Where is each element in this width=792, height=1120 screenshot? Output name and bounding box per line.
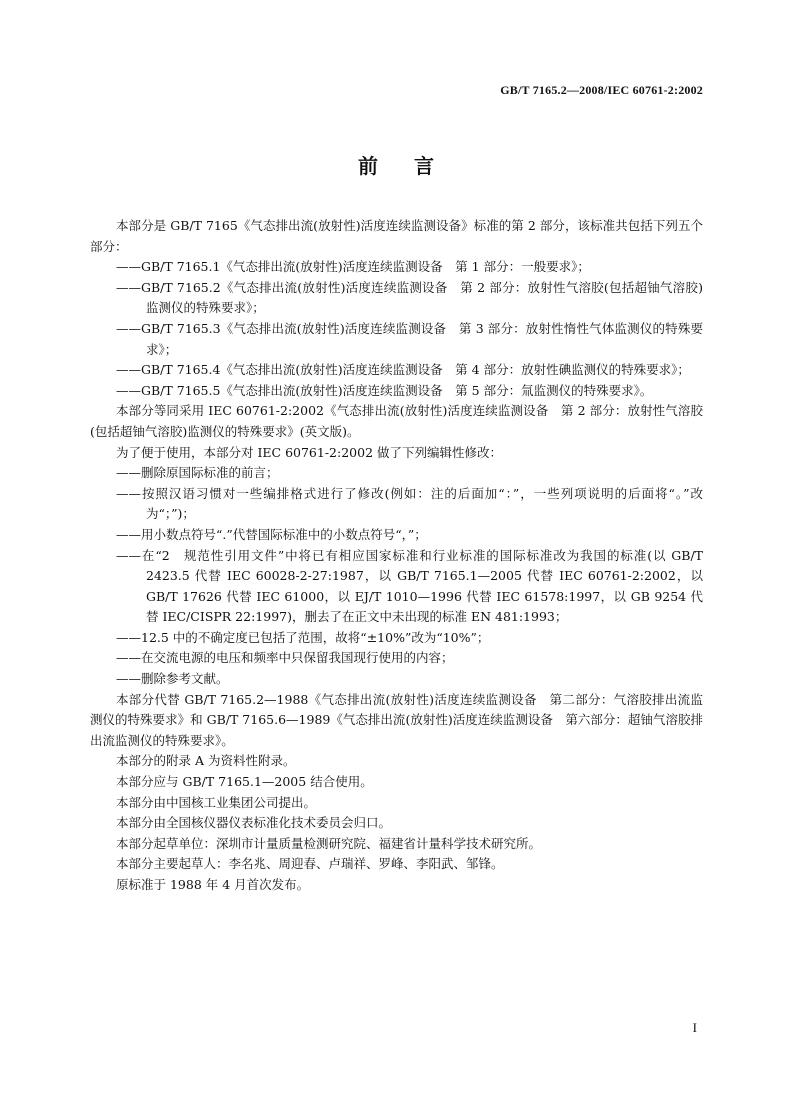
list-item: ——删除参考文献。 bbox=[116, 671, 229, 687]
list-item: ——GB/T 7165.1《气态排出流(放射性)活度连续监测设备 第 1 部分：一般要求》； bbox=[116, 259, 590, 275]
list-item: ——GB/T 7165.5《气态排出流(放射性)活度连续监测设备 第 5 部分：氚监测仪的特殊要求》。 bbox=[116, 382, 653, 398]
list-item: ——在“2 规范性引用文件”中将已有相应国家标准和行业标准的国际标准改为我国的标准(以 GB/T 2423.5 代替 IEC 60028-2-27:1987，以 GB/T 7165.1—2005 代替 IEC 60761-2:2002，以 GB/T 17626 代替 IEC 61000，以 EJ/T 1010—1996 代替 IEC 61578:1997，以 GB 9254 代替 IEC/CISPR 22:1997)，删去了在正文中未出现的标准 EN 481:1993； bbox=[116, 547, 703, 625]
list-item: ——用小数点符号“.”代替国际标准中的小数点符号“，”； bbox=[116, 526, 427, 542]
paragraph: 本部分代替 GB/T 7165.2—1988《气态排出流(放射性)活度连续监测设备 第二部分：气溶胶排出流监测仪的特殊要求》和 GB/T 7165.6—1989《气态排出流(放射性)活度连续监测设备 第六部分：超铀气溶胶排出流监测仪的特殊要求》。 bbox=[90, 691, 703, 748]
list-item: ——12.5 中的不确定度已包括了范围，故将“±10%”改为“10%”； bbox=[116, 629, 490, 645]
paragraph: 本部分是 GB/T 7165《气态排出流(放射性)活度连续监测设备》标准的第 2 部分，该标准共包括下列五个部分： bbox=[90, 218, 703, 254]
paragraph: 为了便于使用，本部分对 IEC 60761-2:2002 做了下列编辑性修改： bbox=[116, 444, 503, 460]
page-title: 前言 bbox=[358, 154, 470, 178]
paragraph: 本部分主要起草人：李名兆、周迎春、卢瑞祥、罗峰、李阳武、邹锋。 bbox=[116, 856, 504, 872]
list-item: ——GB/T 7165.4《气态排出流(放射性)活度连续监测设备 第 4 部分：放射性碘监测仪的特殊要求》； bbox=[116, 362, 690, 378]
list-item: ——GB/T 7165.3《气态排出流(放射性)活度连续监测设备 第 3 部分：放射性惰性气体监测仪的特殊要求》； bbox=[116, 320, 703, 357]
paragraph: 本部分起草单位：深圳市计量质量检测研究院、福建省计量科学技术研究所。 bbox=[116, 835, 542, 851]
list-item: ——删除原国际标准的前言； bbox=[116, 465, 279, 481]
list-item: ——按照汉语习惯对一些编排格式进行了修改(例如：注的后面加“：”，一些列项说明的后面将“。”改为“；”)； bbox=[116, 485, 703, 522]
standard-code-header: GB/T 7165.2—2008/IEC 60761-2:2002 bbox=[500, 83, 703, 97]
paragraph: 原标准于 1988 年 4 月首次发布。 bbox=[116, 877, 310, 892]
list-item: ——在交流电源的电压和频率中只保留我国现行使用的内容； bbox=[116, 650, 454, 666]
paragraph: 本部分的附录 A 为资料性附录。 bbox=[116, 753, 296, 769]
paragraph: 本部分由中国核工业集团公司提出。 bbox=[116, 794, 317, 810]
paragraph: 本部分应与 GB/T 7165.1—2005 结合使用。 bbox=[116, 774, 373, 790]
foreword-body bbox=[90, 216, 703, 896]
paragraph: 本部分等同采用 IEC 60761-2:2002《气态排出流(放射性)活度连续监测设备 第 2 部分：放射性气溶胶(包括超铀气溶胶)监测仪的特殊要求》(英文版)。 bbox=[90, 403, 703, 439]
list-item: ——GB/T 7165.2《气态排出流(放射性)活度连续监测设备 第 2 部分：放射性气溶胶(包括超铀气溶胶)监测仪的特殊要求》； bbox=[116, 279, 703, 316]
paragraph: 本部分由全国核仪器仪表标准化技术委员会归口。 bbox=[116, 815, 392, 831]
page-number: I bbox=[692, 1020, 697, 1035]
